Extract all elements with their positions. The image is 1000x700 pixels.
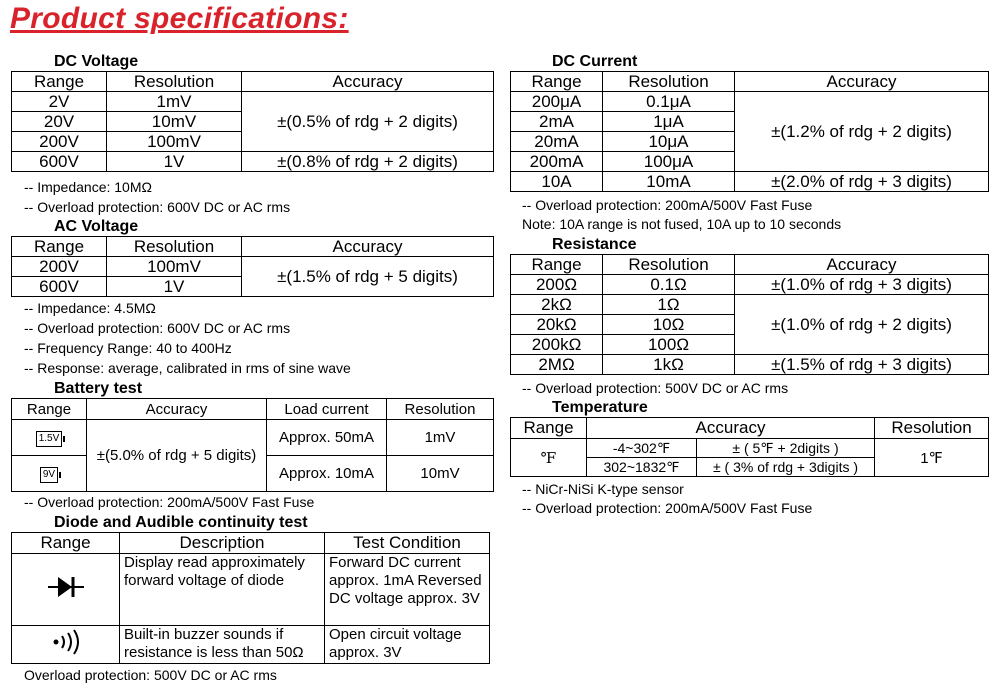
resolution-cell: 100Ω bbox=[603, 335, 735, 355]
resolution-cell: 1V bbox=[107, 277, 242, 297]
accuracy-cell: ±(1.0% of rdg + 2 digits) bbox=[735, 295, 989, 355]
range-cell: 200V bbox=[12, 132, 107, 152]
diode-table bbox=[11, 532, 490, 664]
accuracy-cell: ±(5.0% of rdg + 5 digits) bbox=[87, 420, 267, 492]
column-header: Accuracy bbox=[735, 72, 989, 92]
range-cell: 20mA bbox=[511, 132, 603, 152]
resolution-cell: 1V bbox=[107, 152, 242, 172]
range-cell: 600V bbox=[12, 277, 107, 297]
range-cell: ℉ bbox=[511, 439, 587, 477]
column-header: Range bbox=[511, 418, 587, 439]
load-current-cell: Approx. 10mA bbox=[267, 456, 387, 492]
note-text: -- NiCr-NiSi K-type sensor bbox=[522, 481, 684, 497]
range-cell: 200kΩ bbox=[511, 335, 603, 355]
resolution-cell: 100μA bbox=[603, 152, 735, 172]
note-text: -- Impedance: 4.5MΩ bbox=[24, 300, 156, 316]
table-row bbox=[511, 439, 989, 458]
column-header: Accuracy bbox=[735, 255, 989, 275]
table-header-row bbox=[12, 533, 490, 554]
resolution-cell: 100mV bbox=[107, 132, 242, 152]
table-header-row bbox=[12, 399, 494, 420]
table-header-row bbox=[511, 72, 989, 92]
resolution-cell: 0.1μA bbox=[603, 92, 735, 112]
page-title: Product specifications: bbox=[10, 2, 349, 35]
dc-current-table bbox=[510, 71, 989, 192]
battery-1-5v-icon: 1.5V bbox=[36, 431, 63, 447]
resolution-cell: 1mV bbox=[107, 92, 242, 112]
battery-9v-icon: 9V bbox=[40, 467, 58, 483]
table-header-row bbox=[511, 255, 989, 275]
range-cell: 200Ω bbox=[511, 275, 603, 295]
accuracy-cell: ±(2.0% of rdg + 3 digits) bbox=[735, 172, 989, 192]
subrange-cell: 302~1832℉ bbox=[587, 458, 697, 477]
resistance-table bbox=[510, 254, 989, 375]
column-header: Description bbox=[120, 533, 325, 554]
range-cell: 2mA bbox=[511, 112, 603, 132]
table-header-row bbox=[12, 72, 494, 92]
note-text: Note: 10A range is not fused, 10A up to 10 seconds bbox=[522, 216, 842, 232]
subrange-cell: -4~302℉ bbox=[587, 439, 697, 458]
column-header: Range bbox=[12, 72, 107, 92]
range-cell bbox=[12, 554, 120, 626]
column-header: Accuracy bbox=[242, 72, 494, 92]
table-row bbox=[12, 257, 494, 277]
note-text: -- Overload protection: 600V DC or AC rms bbox=[24, 320, 291, 336]
range-cell: 2MΩ bbox=[511, 355, 603, 375]
note-text: -- Overload protection: 200mA/500V Fast Fuse bbox=[522, 500, 813, 516]
diode-heading: Diode and Audible continuity test bbox=[54, 514, 308, 531]
range-cell bbox=[12, 626, 120, 664]
note-text: -- Frequency Range: 40 to 400Hz bbox=[24, 340, 232, 356]
resolution-cell: 1μA bbox=[603, 112, 735, 132]
column-header: Resolution bbox=[387, 399, 494, 420]
table-row bbox=[12, 626, 490, 664]
note-text: -- Overload protection: 500V DC or AC rms bbox=[522, 380, 789, 396]
column-header: Range bbox=[511, 255, 603, 275]
accuracy-cell: ±(1.0% of rdg + 3 digits) bbox=[735, 275, 989, 295]
column-header: Range bbox=[12, 237, 107, 257]
table-row bbox=[511, 172, 989, 192]
accuracy-cell: ±(1.5% of rdg + 3 digits) bbox=[735, 355, 989, 375]
resolution-cell: 10mV bbox=[387, 456, 494, 492]
range-cell: 20kΩ bbox=[511, 315, 603, 335]
table-row bbox=[511, 295, 989, 315]
battery-test-table bbox=[11, 398, 494, 492]
range-cell: 200μA bbox=[511, 92, 603, 112]
battery-test-heading: Battery test bbox=[54, 380, 143, 397]
table-row bbox=[511, 92, 989, 112]
resolution-cell: 100mV bbox=[107, 257, 242, 277]
table-row bbox=[12, 554, 490, 626]
temperature-heading: Temperature bbox=[552, 399, 648, 416]
note-text: -- Overload protection: 200mA/500V Fast Fuse bbox=[522, 197, 813, 213]
note-text: -- Response: average, calibrated in rms of sine wave bbox=[24, 360, 351, 376]
column-header: Resolution bbox=[603, 72, 735, 92]
accuracy-cell: ±(0.8% of rdg + 2 digits) bbox=[242, 152, 494, 172]
column-header: Accuracy bbox=[242, 237, 494, 257]
resolution-cell: 10μA bbox=[603, 132, 735, 152]
dc-voltage-table bbox=[11, 71, 494, 172]
accuracy-cell: ±(1.5% of rdg + 5 digits) bbox=[242, 257, 494, 297]
resolution-cell: 1mV bbox=[387, 420, 494, 456]
range-cell: 10A bbox=[511, 172, 603, 192]
column-header: Test Condition bbox=[325, 533, 490, 554]
ac-voltage-heading: AC Voltage bbox=[54, 218, 139, 235]
column-header: Accuracy bbox=[87, 399, 267, 420]
table-row bbox=[511, 275, 989, 295]
resolution-cell: 1℉ bbox=[875, 439, 989, 477]
buzzer-icon bbox=[46, 628, 86, 656]
resolution-cell: 0.1Ω bbox=[603, 275, 735, 295]
table-row bbox=[12, 152, 494, 172]
condition-cell: Forward DC current approx. 1mA Reversed DC voltage approx. 3V bbox=[325, 554, 490, 626]
column-header: Resolution bbox=[107, 237, 242, 257]
resolution-cell: 10Ω bbox=[603, 315, 735, 335]
resolution-cell: 1kΩ bbox=[603, 355, 735, 375]
note-text: -- Overload protection: 600V DC or AC rms bbox=[24, 199, 291, 215]
condition-cell: Open circuit voltage approx. 3V bbox=[325, 626, 490, 664]
resistance-heading: Resistance bbox=[552, 236, 637, 253]
load-current-cell: Approx. 50mA bbox=[267, 420, 387, 456]
table-row bbox=[12, 420, 494, 456]
table-header-row bbox=[511, 418, 989, 439]
accuracy-cell: ± ( 5℉ + 2digits ) bbox=[697, 439, 875, 458]
column-header: Resolution bbox=[603, 255, 735, 275]
column-header: Range bbox=[12, 533, 120, 554]
column-header: Range bbox=[12, 399, 87, 420]
range-cell: 2V bbox=[12, 92, 107, 112]
column-header: Accuracy bbox=[587, 418, 875, 439]
note-text: -- Impedance: 10MΩ bbox=[24, 179, 152, 195]
note-text: Overload protection: 500V DC or AC rms bbox=[24, 667, 277, 683]
range-cell: 200mA bbox=[511, 152, 603, 172]
column-header: Load current bbox=[267, 399, 387, 420]
resolution-cell: 10mV bbox=[107, 112, 242, 132]
accuracy-cell: ±(0.5% of rdg + 2 digits) bbox=[242, 92, 494, 152]
table-row bbox=[12, 92, 494, 112]
temperature-table bbox=[510, 417, 989, 477]
dc-voltage-heading: DC Voltage bbox=[54, 53, 139, 70]
range-cell: 600V bbox=[12, 152, 107, 172]
range-cell: 2kΩ bbox=[511, 295, 603, 315]
column-header: Resolution bbox=[875, 418, 989, 439]
accuracy-cell: ± ( 3% of rdg + 3digits ) bbox=[697, 458, 875, 477]
resolution-cell: 10mA bbox=[603, 172, 735, 192]
note-text: -- Overload protection: 200mA/500V Fast Fuse bbox=[24, 494, 315, 510]
range-cell: 20V bbox=[12, 112, 107, 132]
range-cell: 200V bbox=[12, 257, 107, 277]
range-cell bbox=[12, 420, 87, 456]
accuracy-cell: ±(1.2% of rdg + 2 digits) bbox=[735, 92, 989, 172]
range-cell bbox=[12, 456, 87, 492]
table-row bbox=[511, 355, 989, 375]
description-cell: Built-in buzzer sounds if resistance is less than 50Ω bbox=[120, 626, 325, 664]
ac-voltage-table bbox=[11, 236, 494, 297]
diode-icon bbox=[46, 572, 86, 602]
table-header-row bbox=[12, 237, 494, 257]
resolution-cell: 1Ω bbox=[603, 295, 735, 315]
column-header: Resolution bbox=[107, 72, 242, 92]
column-header: Range bbox=[511, 72, 603, 92]
description-cell: Display read approximately forward voltage of diode bbox=[120, 554, 325, 626]
dc-current-heading: DC Current bbox=[552, 53, 638, 70]
